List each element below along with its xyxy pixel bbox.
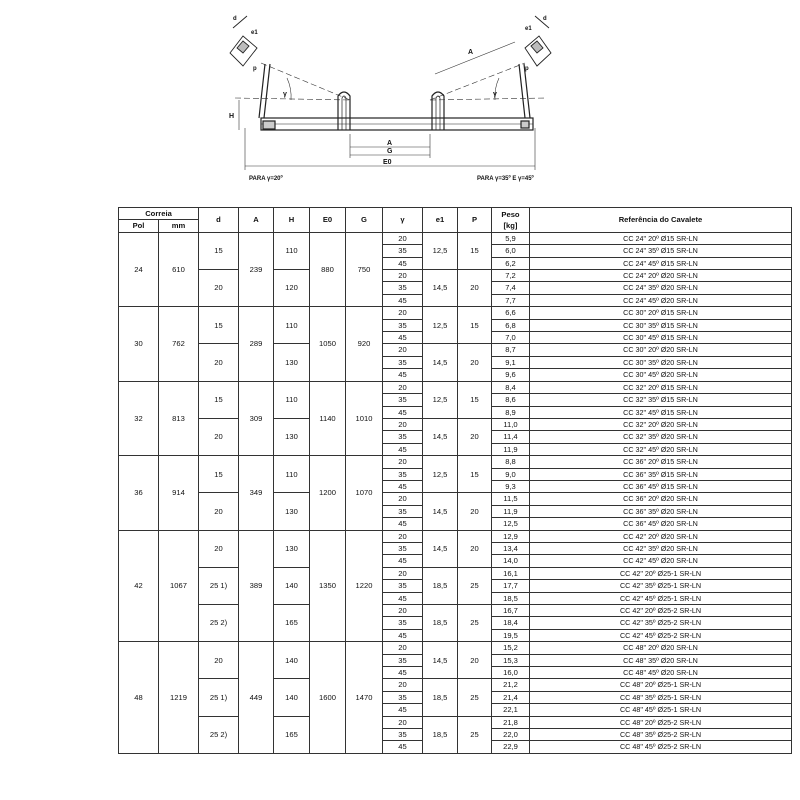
cell-ref: CC 30" 35º Ø20 SR-LN xyxy=(530,356,792,368)
cell-h: 120 xyxy=(274,270,310,307)
table-row xyxy=(119,567,792,579)
cell-peso: 7,4 xyxy=(492,282,530,294)
cell-peso: 22,0 xyxy=(492,729,530,741)
table-row xyxy=(119,270,792,282)
cell-peso: 6,0 xyxy=(492,245,530,257)
cell-ref: CC 24" 20º Ø15 SR-LN xyxy=(530,232,792,244)
cell-ref: CC 48" 35º Ø20 SR-LN xyxy=(530,654,792,666)
cell-gamma: 45 xyxy=(383,257,423,269)
cell-gamma: 45 xyxy=(383,592,423,604)
dim-e0: E0 xyxy=(383,159,392,166)
cell-ref: CC 32" 45º Ø15 SR-LN xyxy=(530,406,792,418)
header-g: G xyxy=(346,208,383,233)
cell-ref: CC 42" 35º Ø20 SR-LN xyxy=(530,542,792,554)
cell-gamma: 35 xyxy=(383,729,423,741)
cell-peso: 13,4 xyxy=(492,542,530,554)
cell-a: 239 xyxy=(239,232,274,306)
cell-h: 110 xyxy=(274,381,310,418)
cell-h: 140 xyxy=(274,679,310,716)
table-row xyxy=(119,344,792,356)
cell-e1: 18,5 xyxy=(423,679,458,716)
cell-e1: 12,5 xyxy=(423,381,458,418)
cell-peso: 8,8 xyxy=(492,456,530,468)
cell-ref: CC 30" 20º Ø20 SR-LN xyxy=(530,344,792,356)
header-a: A xyxy=(239,208,274,233)
cell-e1: 12,5 xyxy=(423,232,458,269)
cell-h: 140 xyxy=(274,642,310,679)
cell-ref: CC 42" 45º Ø25-1 SR-LN xyxy=(530,592,792,604)
cell-ref: CC 48" 45º Ø25-1 SR-LN xyxy=(530,704,792,716)
cell-ref: CC 36" 45º Ø20 SR-LN xyxy=(530,518,792,530)
cell-pol: 42 xyxy=(119,530,159,642)
cell-p: 20 xyxy=(458,493,492,530)
cell-peso: 9,3 xyxy=(492,480,530,492)
frame xyxy=(259,64,533,130)
cell-a: 449 xyxy=(239,642,274,754)
cell-ref: CC 32" 35º Ø15 SR-LN xyxy=(530,394,792,406)
cell-peso: 11,5 xyxy=(492,493,530,505)
cell-peso: 16,1 xyxy=(492,567,530,579)
header-ref: Referência do Cavalete xyxy=(530,208,792,233)
table-row xyxy=(119,679,792,691)
cell-gamma: 20 xyxy=(383,270,423,282)
cell-ref: CC 48" 45º Ø20 SR-LN xyxy=(530,667,792,679)
cell-d: 15 xyxy=(199,381,239,418)
header-d: d xyxy=(199,208,239,233)
cell-peso: 6,2 xyxy=(492,257,530,269)
table-body xyxy=(119,232,792,753)
cell-mm: 914 xyxy=(159,456,199,530)
table-row xyxy=(119,642,792,654)
cell-peso: 12,5 xyxy=(492,518,530,530)
cell-h: 140 xyxy=(274,567,310,604)
cell-e0: 880 xyxy=(310,232,346,306)
header-e0: E0 xyxy=(310,208,346,233)
cell-gamma: 45 xyxy=(383,629,423,641)
cell-ref: CC 42" 35º Ø25-1 SR-LN xyxy=(530,580,792,592)
cell-gamma: 20 xyxy=(383,530,423,542)
cell-d: 25 1) xyxy=(199,567,239,604)
dim-d-right: d xyxy=(543,16,547,22)
header-correia: Correia xyxy=(119,208,199,220)
cell-gamma: 35 xyxy=(383,356,423,368)
cell-e0: 1350 xyxy=(310,530,346,642)
cell-ref: CC 48" 20º Ø25-1 SR-LN xyxy=(530,679,792,691)
header-p: P xyxy=(458,208,492,233)
detail-right xyxy=(525,16,551,66)
table-row xyxy=(119,605,792,617)
cell-pol: 32 xyxy=(119,381,159,455)
cell-gamma: 35 xyxy=(383,654,423,666)
cell-ref: CC 42" 35º Ø25-2 SR-LN xyxy=(530,617,792,629)
cell-gamma: 20 xyxy=(383,493,423,505)
cell-peso: 21,4 xyxy=(492,691,530,703)
cell-ref: CC 48" 20º Ø20 SR-LN xyxy=(530,642,792,654)
cell-e1: 14,5 xyxy=(423,642,458,679)
cell-d: 20 xyxy=(199,418,239,455)
cell-p: 15 xyxy=(458,232,492,269)
cell-gamma: 35 xyxy=(383,245,423,257)
cell-h: 130 xyxy=(274,344,310,381)
cell-h: 165 xyxy=(274,605,310,642)
cell-peso: 9,6 xyxy=(492,369,530,381)
cell-peso: 7,0 xyxy=(492,332,530,344)
cell-e0: 1600 xyxy=(310,642,346,754)
cell-d: 20 xyxy=(199,270,239,307)
dim-p-right: p xyxy=(525,66,529,72)
cell-p: 15 xyxy=(458,307,492,344)
cell-p: 20 xyxy=(458,418,492,455)
cell-d: 15 xyxy=(199,307,239,344)
cell-peso: 19,5 xyxy=(492,629,530,641)
cell-gamma: 45 xyxy=(383,294,423,306)
table-row xyxy=(119,418,792,430)
cell-ref: CC 36" 20º Ø15 SR-LN xyxy=(530,456,792,468)
cell-gamma: 35 xyxy=(383,580,423,592)
cell-h: 130 xyxy=(274,530,310,567)
cell-gamma: 35 xyxy=(383,282,423,294)
cell-d: 25 2) xyxy=(199,605,239,642)
cell-e1: 18,5 xyxy=(423,567,458,604)
cell-peso: 21,8 xyxy=(492,716,530,728)
cell-p: 15 xyxy=(458,381,492,418)
cell-mm: 1067 xyxy=(159,530,199,642)
cell-h: 165 xyxy=(274,716,310,753)
cell-gamma: 20 xyxy=(383,642,423,654)
cell-e0: 1200 xyxy=(310,456,346,530)
dim-e1-right: e1 xyxy=(525,26,532,32)
cell-gamma: 20 xyxy=(383,456,423,468)
cell-peso: 22,9 xyxy=(492,741,530,753)
cell-peso: 16,0 xyxy=(492,667,530,679)
dim-h: H xyxy=(229,113,235,120)
table-row xyxy=(119,530,792,542)
cell-gamma: 35 xyxy=(383,617,423,629)
cell-peso: 14,0 xyxy=(492,555,530,567)
cell-p: 20 xyxy=(458,642,492,679)
cell-ref: CC 30" 45º Ø20 SR-LN xyxy=(530,369,792,381)
dim-d-left: d xyxy=(233,16,237,22)
cell-g: 920 xyxy=(346,307,383,381)
cell-peso: 21,2 xyxy=(492,679,530,691)
cell-peso: 11,0 xyxy=(492,418,530,430)
dim-p-left: p xyxy=(253,66,257,72)
cell-g: 1070 xyxy=(346,456,383,530)
cell-d: 20 xyxy=(199,530,239,567)
cell-ref: CC 30" 20º Ø15 SR-LN xyxy=(530,307,792,319)
cell-e1: 14,5 xyxy=(423,418,458,455)
cell-gamma: 20 xyxy=(383,381,423,393)
cell-mm: 1219 xyxy=(159,642,199,754)
cell-d: 15 xyxy=(199,456,239,493)
cell-pol: 30 xyxy=(119,307,159,381)
cell-h: 130 xyxy=(274,418,310,455)
cell-gamma: 20 xyxy=(383,605,423,617)
cell-a: 289 xyxy=(239,307,274,381)
cell-ref: CC 42" 20º Ø25-2 SR-LN xyxy=(530,605,792,617)
cell-pol: 24 xyxy=(119,232,159,306)
cell-peso: 7,2 xyxy=(492,270,530,282)
cell-gamma: 45 xyxy=(383,443,423,455)
table-row xyxy=(119,307,792,319)
cell-e1: 18,5 xyxy=(423,716,458,753)
cell-e1: 12,5 xyxy=(423,307,458,344)
dim-a: A xyxy=(387,140,393,147)
cell-e0: 1050 xyxy=(310,307,346,381)
cell-g: 750 xyxy=(346,232,383,306)
cell-ref: CC 42" 45º Ø20 SR-LN xyxy=(530,555,792,567)
cell-ref: CC 24" 45º Ø20 SR-LN xyxy=(530,294,792,306)
cell-p: 15 xyxy=(458,456,492,493)
cell-e1: 14,5 xyxy=(423,530,458,567)
cell-peso: 8,9 xyxy=(492,406,530,418)
header-peso-label: Peso xyxy=(501,209,520,219)
cell-peso: 11,9 xyxy=(492,505,530,517)
cell-p: 25 xyxy=(458,567,492,604)
label-gamma-35-45: PARA γ=35º E γ=45º xyxy=(477,176,534,182)
cell-peso: 22,1 xyxy=(492,704,530,716)
cell-ref: CC 32" 20º Ø20 SR-LN xyxy=(530,418,792,430)
cell-peso: 16,7 xyxy=(492,605,530,617)
cell-a: 389 xyxy=(239,530,274,642)
cell-peso: 12,9 xyxy=(492,530,530,542)
cell-ref: CC 32" 20º Ø15 SR-LN xyxy=(530,381,792,393)
cell-gamma: 35 xyxy=(383,319,423,331)
cell-p: 25 xyxy=(458,605,492,642)
cell-a: 349 xyxy=(239,456,274,530)
cell-e1: 12,5 xyxy=(423,456,458,493)
cell-gamma: 20 xyxy=(383,567,423,579)
cell-ref: CC 42" 20º Ø20 SR-LN xyxy=(530,530,792,542)
cell-g: 1470 xyxy=(346,642,383,754)
cell-peso: 9,0 xyxy=(492,468,530,480)
cell-gamma: 20 xyxy=(383,679,423,691)
cell-d: 25 2) xyxy=(199,716,239,753)
cell-peso: 8,6 xyxy=(492,394,530,406)
cell-gamma: 45 xyxy=(383,667,423,679)
cell-gamma: 45 xyxy=(383,332,423,344)
cell-d: 25 1) xyxy=(199,679,239,716)
cell-gamma: 45 xyxy=(383,369,423,381)
cell-gamma: 45 xyxy=(383,704,423,716)
cell-peso: 8,7 xyxy=(492,344,530,356)
cell-gamma: 20 xyxy=(383,307,423,319)
cell-gamma: 35 xyxy=(383,431,423,443)
header-peso-unit: [kg] xyxy=(503,220,518,230)
idler-spec-table xyxy=(118,207,792,754)
cell-peso: 18,4 xyxy=(492,617,530,629)
cell-peso: 11,9 xyxy=(492,443,530,455)
cell-d: 20 xyxy=(199,642,239,679)
cell-e1: 14,5 xyxy=(423,270,458,307)
cell-peso: 15,3 xyxy=(492,654,530,666)
cell-mm: 762 xyxy=(159,307,199,381)
cell-d: 15 xyxy=(199,232,239,269)
cell-p: 20 xyxy=(458,530,492,567)
cell-ref: CC 24" 35º Ø15 SR-LN xyxy=(530,245,792,257)
cell-e1: 18,5 xyxy=(423,605,458,642)
cell-gamma: 45 xyxy=(383,518,423,530)
cell-p: 20 xyxy=(458,344,492,381)
cell-gamma: 45 xyxy=(383,480,423,492)
header-e1: e1 xyxy=(423,208,458,233)
cell-h: 110 xyxy=(274,232,310,269)
cell-peso: 7,7 xyxy=(492,294,530,306)
cell-peso: 18,5 xyxy=(492,592,530,604)
cell-peso: 15,2 xyxy=(492,642,530,654)
table-row xyxy=(119,456,792,468)
cell-h: 130 xyxy=(274,493,310,530)
table-row xyxy=(119,232,792,244)
cell-ref: CC 48" 35º Ø25-1 SR-LN xyxy=(530,691,792,703)
cell-ref: CC 24" 20º Ø20 SR-LN xyxy=(530,270,792,282)
cell-ref: CC 30" 45º Ø15 SR-LN xyxy=(530,332,792,344)
header-gamma: γ xyxy=(383,208,423,233)
table-row xyxy=(119,493,792,505)
cell-ref: CC 48" 35º Ø25-2 SR-LN xyxy=(530,729,792,741)
cell-ref: CC 36" 20º Ø20 SR-LN xyxy=(530,493,792,505)
cell-ref: CC 24" 45º Ø15 SR-LN xyxy=(530,257,792,269)
cell-gamma: 35 xyxy=(383,468,423,480)
cell-g: 1220 xyxy=(346,530,383,642)
cell-gamma: 35 xyxy=(383,691,423,703)
cell-a: 309 xyxy=(239,381,274,455)
cell-ref: CC 24" 35º Ø20 SR-LN xyxy=(530,282,792,294)
cell-gamma: 45 xyxy=(383,555,423,567)
cell-peso: 9,1 xyxy=(492,356,530,368)
cell-p: 25 xyxy=(458,679,492,716)
cell-peso: 6,8 xyxy=(492,319,530,331)
header-pol: Pol xyxy=(119,220,159,232)
cell-mm: 610 xyxy=(159,232,199,306)
cell-pol: 36 xyxy=(119,456,159,530)
cell-gamma: 35 xyxy=(383,505,423,517)
cell-gamma: 35 xyxy=(383,394,423,406)
cell-gamma: 20 xyxy=(383,344,423,356)
cell-d: 20 xyxy=(199,344,239,381)
cell-ref: CC 48" 45º Ø25-2 SR-LN xyxy=(530,741,792,753)
cell-gamma: 35 xyxy=(383,542,423,554)
cell-gamma: 20 xyxy=(383,418,423,430)
cell-gamma: 45 xyxy=(383,406,423,418)
cell-e1: 14,5 xyxy=(423,493,458,530)
idler-drawing xyxy=(225,8,555,188)
cell-pol: 48 xyxy=(119,642,159,754)
cell-ref: CC 30" 35º Ø15 SR-LN xyxy=(530,319,792,331)
cell-peso: 6,6 xyxy=(492,307,530,319)
cell-e1: 14,5 xyxy=(423,344,458,381)
detail-left xyxy=(230,16,257,66)
dim-e1-left: e1 xyxy=(251,30,258,36)
cell-g: 1010 xyxy=(346,381,383,455)
cell-ref: CC 36" 45º Ø15 SR-LN xyxy=(530,480,792,492)
header-peso xyxy=(492,208,530,233)
cell-ref: CC 36" 35º Ø15 SR-LN xyxy=(530,468,792,480)
cell-gamma: 20 xyxy=(383,232,423,244)
dim-a-incline: A xyxy=(468,49,474,56)
cell-peso: 5,9 xyxy=(492,232,530,244)
cell-gamma: 20 xyxy=(383,716,423,728)
cell-ref: CC 42" 45º Ø25-2 SR-LN xyxy=(530,629,792,641)
cell-e0: 1140 xyxy=(310,381,346,455)
dim-gamma-right: γ xyxy=(493,91,497,98)
cell-ref: CC 36" 35º Ø20 SR-LN xyxy=(530,505,792,517)
header-h: H xyxy=(274,208,310,233)
cell-gamma: 45 xyxy=(383,741,423,753)
cell-peso: 11,4 xyxy=(492,431,530,443)
label-gamma-20: PARA γ=20º xyxy=(249,176,283,182)
cell-ref: CC 32" 45º Ø20 SR-LN xyxy=(530,443,792,455)
cell-ref: CC 48" 20º Ø25-2 SR-LN xyxy=(530,716,792,728)
cell-h: 110 xyxy=(274,307,310,344)
cell-p: 25 xyxy=(458,716,492,753)
table-row xyxy=(119,716,792,728)
dim-g: G xyxy=(387,148,393,155)
table-row xyxy=(119,381,792,393)
cell-ref: CC 32" 35º Ø20 SR-LN xyxy=(530,431,792,443)
cell-ref: CC 42" 20º Ø25-1 SR-LN xyxy=(530,567,792,579)
dim-gamma-left: γ xyxy=(283,91,287,98)
cell-mm: 813 xyxy=(159,381,199,455)
cell-peso: 8,4 xyxy=(492,381,530,393)
cell-peso: 17,7 xyxy=(492,580,530,592)
header-mm: mm xyxy=(159,220,199,232)
cell-p: 20 xyxy=(458,270,492,307)
cell-d: 20 xyxy=(199,493,239,530)
cell-h: 110 xyxy=(274,456,310,493)
